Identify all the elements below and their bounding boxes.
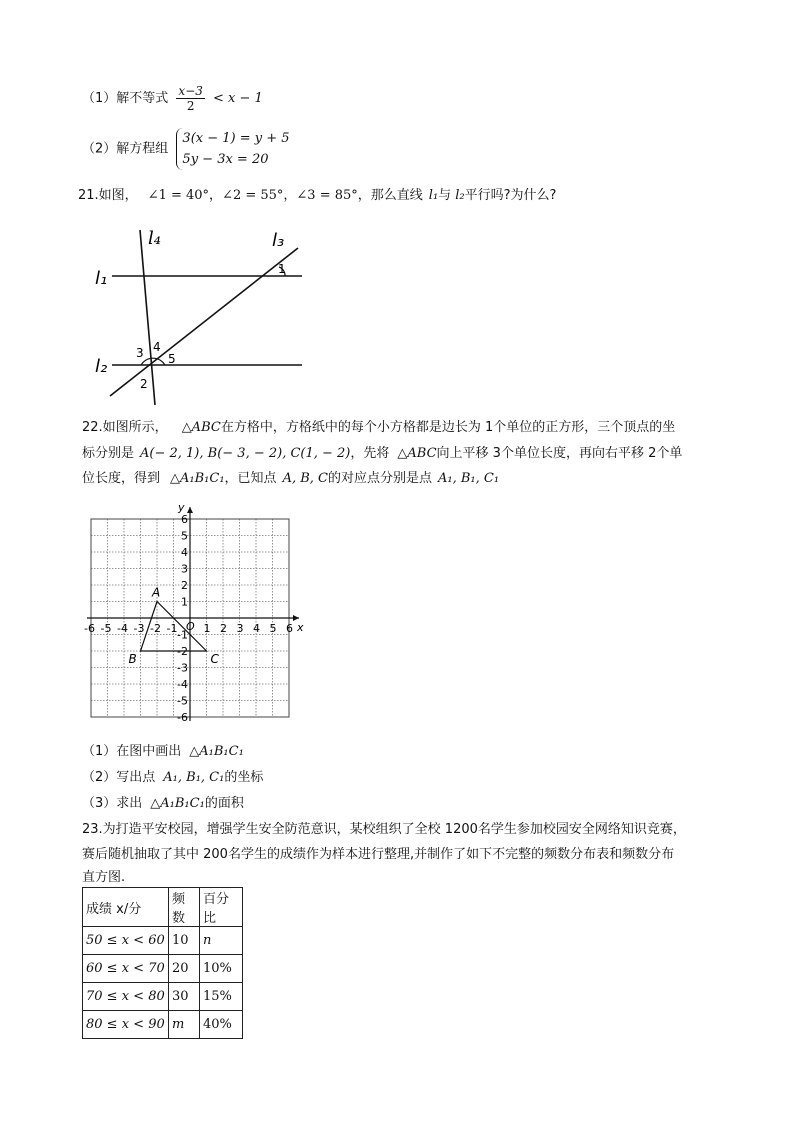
q20-fraction: [176, 85, 204, 112]
q20-equation-1: 3(x − 1) = y + 5: [182, 131, 290, 146]
y-tick-label: -5: [177, 694, 188, 708]
q22-sub3-triangle: △A₁B₁C₁: [150, 796, 205, 811]
angle-label-2: 2: [140, 377, 148, 391]
q21-l2: l₂: [455, 188, 465, 203]
row-range: 70 ≤ x < 80: [83, 983, 169, 1011]
q20-part1: [82, 85, 263, 112]
q22-line1: [82, 416, 675, 435]
y-tick-label: 4: [181, 546, 188, 559]
x-axis-label: x: [297, 621, 304, 634]
label-l3: l₃: [272, 230, 285, 251]
header-frequency: 频数: [169, 888, 200, 927]
x-tick-label: -3: [133, 622, 145, 635]
q21-text-c: 与: [438, 188, 452, 203]
x-tick-label: 1: [203, 622, 211, 635]
label-l1: l₁: [95, 268, 108, 289]
label-l2: l₂: [95, 356, 108, 377]
q20-inequality-rhs: < x − 1: [213, 91, 263, 106]
row-percent: 15%: [200, 983, 243, 1011]
angle-label-1: 1: [278, 262, 286, 276]
q20-part1-label: （1）解不等式: [82, 91, 169, 106]
vertex-label-a: A: [152, 585, 161, 600]
angle-label-4: 4: [153, 340, 161, 354]
q22-triangle-image: △A₁B₁C₁: [170, 471, 225, 486]
row-frequency: 20: [169, 955, 200, 983]
angle-label-3: 3: [136, 346, 144, 360]
x-tick-label: 6: [286, 622, 293, 635]
q20-part2-label: （2）解方程组: [82, 141, 169, 157]
q20-fraction-numerator: x−3: [178, 84, 203, 98]
angle-label-5: 5: [168, 352, 176, 366]
header-score: 成绩 x/分: [83, 888, 169, 927]
q22-line2: [82, 442, 682, 461]
row-percent: 10%: [200, 955, 243, 983]
x-tick-label: 3: [236, 622, 244, 635]
x-tick-label: -4: [117, 622, 128, 635]
q22-line2-c: 向上平移 3个单位长度，再向右平移 2个单: [436, 446, 683, 461]
q22-sub1-triangle: △A₁B₁C₁: [189, 744, 244, 759]
q20-equation-system: [176, 128, 289, 170]
y-tick-label: -4: [177, 678, 188, 691]
row-percent: n: [200, 927, 243, 955]
x-tick-label: -6: [84, 622, 95, 635]
label-l4: l₄: [148, 228, 161, 249]
q20-equation-2: 5y − 3x = 20: [182, 152, 269, 167]
q22-coordinates: A(− 2, 1), B(− 3, − 2), C(1, − 2): [140, 446, 351, 461]
q22-line2-a: 标分别是: [82, 446, 135, 461]
q23-line2: 赛后随机抽取了其中 200名学生的成绩作为样本进行整理,并制作了如下不完整的频数分布表和频数分布: [82, 847, 675, 862]
q22-line3: [82, 467, 499, 486]
vertex-label-c: C: [210, 652, 219, 666]
q22-line3-c: 的对应点分别是点: [327, 471, 432, 486]
q22-triangle-2: △ABC: [397, 446, 437, 461]
table-row: [83, 1011, 243, 1039]
q21-text: [78, 184, 556, 203]
q21-figure: [90, 220, 310, 410]
q22-coordinate-grid: [78, 500, 308, 730]
y-tick-label: -2: [177, 645, 188, 658]
q22-intro: 22.如图所示，: [82, 420, 168, 435]
y-axis-label: y: [178, 501, 185, 514]
q23-line3: 直方图.: [82, 870, 126, 885]
q22-line1-text: 在方格中，方格纸中的每个小方格都是边长为 1个单位的正方形，三个顶点的坐: [220, 420, 676, 435]
q21-l1: l₁: [428, 188, 439, 203]
q22-sub2-text: （2）写出点: [82, 770, 156, 785]
y-tick-label: 3: [181, 562, 188, 576]
q22-sub3-suffix: 的面积: [204, 796, 244, 811]
origin-label: O: [186, 620, 195, 633]
row-range: 50 ≤ x < 60: [83, 927, 169, 955]
x-tick-label: 2: [220, 622, 227, 635]
x-tick-label: -5: [100, 622, 112, 635]
y-tick-label: -6: [177, 711, 188, 724]
q22-points: A, B, C: [282, 471, 328, 486]
x-tick-label: 5: [269, 622, 277, 635]
y-tick-label: -1: [177, 628, 188, 642]
q23-line1: 23.为打造平安校园，增强学生安全防范意识，某校组织了全校 1200名学生参加校园安全网络知识竞赛，: [82, 822, 686, 837]
q21-text-b: ，那么直线: [357, 188, 423, 203]
q22-sub1: [82, 740, 244, 759]
frequency-table: [82, 887, 243, 1039]
row-range: 60 ≤ x < 70: [83, 955, 169, 983]
q22-triangle: △ABC: [181, 420, 221, 435]
q21-angles: ∠1 = 40°，∠2 = 55°，∠3 = 85°: [147, 188, 358, 203]
q22-line2-b: ，先将: [350, 446, 390, 461]
y-tick-label: 1: [181, 595, 188, 609]
q22-points-image: A₁, B₁, C₁: [438, 471, 500, 486]
table-row: [83, 983, 243, 1011]
y-tick-label: -3: [177, 661, 188, 675]
q22-sub2-points: A₁, B₁, C₁: [163, 770, 225, 785]
q22-line3-a: 位长度，得到: [82, 471, 161, 486]
q22-line3-b: ，已知点: [224, 471, 277, 486]
row-frequency: 30: [169, 983, 200, 1011]
row-frequency: 10: [169, 927, 200, 955]
vertex-label-b: B: [128, 652, 137, 666]
q22-sub3: [82, 792, 244, 811]
q21-question: 平行吗?为什么?: [464, 188, 557, 203]
q22-sub1-text: （1）在图中画出: [82, 744, 182, 759]
row-range: 80 ≤ x < 90: [83, 1011, 169, 1039]
header-percent: 百分比: [200, 888, 243, 927]
y-tick-label: 2: [181, 579, 188, 592]
line-l3: [110, 248, 298, 396]
x-tick-label: -2: [150, 622, 161, 635]
q22-sub2: [82, 766, 263, 785]
table-row: [83, 927, 243, 955]
y-tick-label: 6: [181, 513, 188, 526]
table-header-row: [83, 888, 243, 927]
table-row: [83, 955, 243, 983]
q22-sub3-text: （3）求出: [82, 796, 143, 811]
row-frequency: m: [169, 1011, 200, 1039]
x-tick-label: -1: [166, 622, 178, 635]
q20-fraction-denominator: 2: [186, 99, 195, 113]
q20-part2: [82, 128, 290, 170]
y-tick-label: 5: [181, 529, 188, 543]
x-tick-label: 4: [253, 622, 260, 635]
row-percent: 40%: [200, 1011, 243, 1039]
q22-sub2-suffix: 的坐标: [224, 770, 264, 785]
q21-intro: 21.如图，: [78, 188, 138, 203]
